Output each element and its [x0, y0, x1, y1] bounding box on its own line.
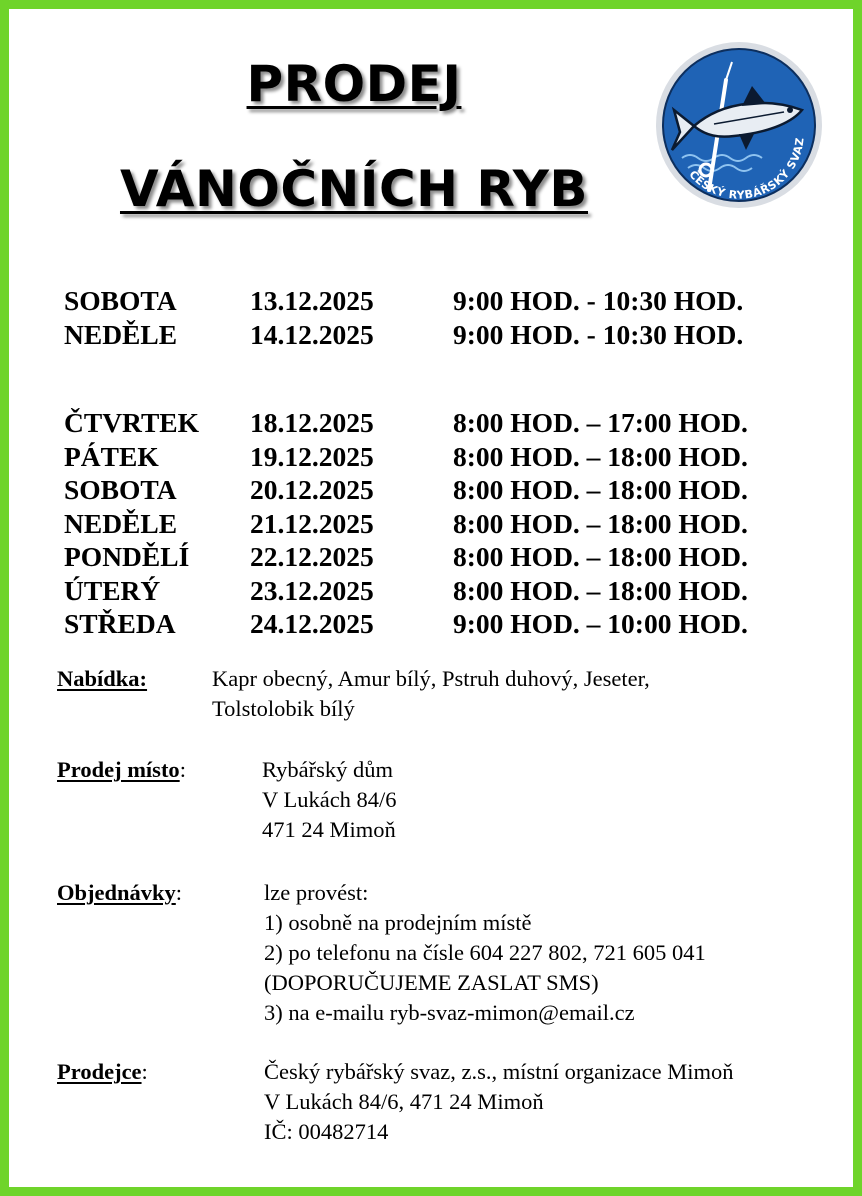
offer-value — [212, 664, 650, 724]
orders-email-line[interactable]: 3) na e-mailu ryb-svaz-mimon@email.cz — [264, 1000, 635, 1025]
location-line: V Lukách 84/6 — [262, 787, 397, 812]
schedule-time: 9:00 HOD. - 10:30 HOD. — [453, 318, 744, 350]
offer-line: Tolstolobik bílý — [212, 696, 355, 721]
fish-logo-icon — [654, 40, 824, 210]
schedule-time: 9:00 HOD. – 10:00 HOD. — [453, 608, 748, 639]
schedule-date: 18.12.2025 — [250, 407, 374, 438]
schedule-date: 13.12.2025 — [250, 285, 374, 316]
logo-text: ČESKÝ RYBÁŘSKÝ SVAZ — [686, 136, 807, 202]
seller-line: Český rybářský svaz, z.s., místní organizace Mimoň — [264, 1059, 734, 1084]
title-line-2: VÁNOČNÍCH RYB — [119, 160, 589, 218]
schedule-date: 21.12.2025 — [250, 507, 374, 539]
schedule-day: STŘEDA — [64, 608, 176, 639]
schedule-day: PONDĚLÍ — [64, 541, 190, 572]
title-line-1: PRODEJ — [246, 55, 462, 113]
schedule-day: NEDĚLE — [64, 507, 178, 539]
offer-line: Kapr obecný, Amur bílý, Pstruh duhový, Jeseter, — [212, 666, 650, 691]
schedule-time: 8:00 HOD. – 18:00 HOD. — [453, 541, 748, 572]
schedule-time: 8:00 HOD. – 18:00 HOD. — [453, 440, 748, 472]
location-value — [262, 755, 397, 845]
location-label: Prodej místo: — [57, 757, 186, 782]
schedule-date: 19.12.2025 — [250, 440, 374, 472]
location-line: 471 24 Mimoň — [262, 817, 396, 842]
schedule-time: 8:00 HOD. – 18:00 HOD. — [453, 507, 748, 539]
schedule-time: 8:00 HOD. – 18:00 HOD. — [453, 574, 748, 606]
schedule-date: 24.12.2025 — [250, 608, 374, 639]
location-line: Rybářský dům — [262, 757, 393, 782]
schedule-day: ČTVRTEK — [64, 407, 200, 438]
schedule-time: 8:00 HOD. – 18:00 HOD. — [453, 474, 748, 505]
schedule-time: 9:00 HOD. - 10:30 HOD. — [453, 285, 744, 316]
schedule-date: 23.12.2025 — [250, 574, 374, 606]
seller-line: V Lukách 84/6, 471 24 Mimoň — [264, 1089, 544, 1114]
schedule-day: SOBOTA — [64, 474, 177, 505]
offer-label: Nabídka: — [57, 666, 148, 691]
schedule-day: PÁTEK — [64, 440, 159, 472]
schedule-time: 8:00 HOD. – 17:00 HOD. — [453, 407, 748, 438]
schedule-day: NEDĚLE — [64, 318, 178, 350]
orders-line: 2) po telefonu na čísle 604 227 802, 721 605 041 — [264, 940, 706, 965]
orders-value — [264, 878, 706, 1028]
schedule-date: 14.12.2025 — [250, 318, 374, 350]
schedule-date: 20.12.2025 — [250, 474, 374, 505]
seller-line: IČ: 00482714 — [264, 1119, 389, 1144]
seller-label: Prodejce: — [57, 1059, 148, 1084]
orders-label: Objednávky: — [57, 880, 183, 905]
schedule-date: 22.12.2025 — [250, 541, 374, 572]
orders-line: (DOPORUČUJEME ZASLAT SMS) — [264, 970, 599, 995]
schedule-day: SOBOTA — [64, 285, 177, 316]
orders-line: lze provést: — [264, 880, 369, 905]
seller-value — [264, 1057, 734, 1147]
schedule-day: ÚTERÝ — [64, 574, 161, 606]
orders-line: 1) osobně na prodejním místě — [264, 910, 532, 935]
